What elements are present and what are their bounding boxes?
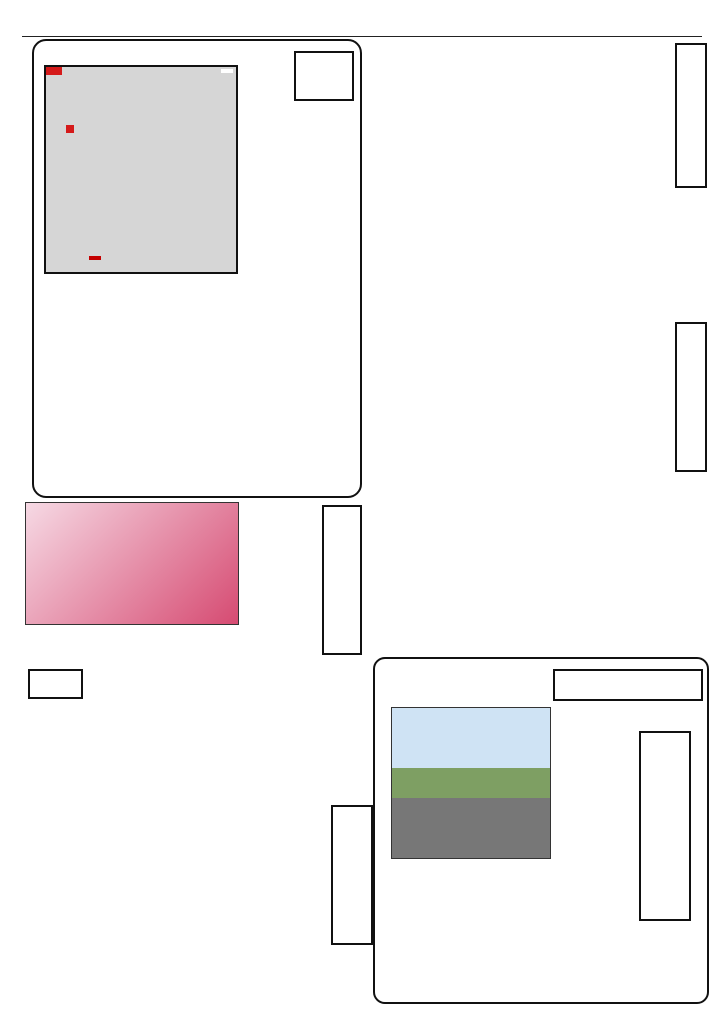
kirara-title — [322, 505, 362, 655]
masthead — [22, 6, 702, 37]
movie-title — [66, 125, 74, 133]
chorus-title — [675, 43, 707, 188]
cleaning-photo — [391, 707, 551, 859]
movie-panel — [32, 39, 362, 498]
machi-title — [553, 669, 703, 701]
movie-poster — [44, 65, 238, 274]
christmas-photo — [25, 502, 239, 625]
sakura-title — [331, 805, 373, 945]
movie-series-badge — [46, 67, 62, 75]
movie-description-placeholder — [254, 121, 344, 481]
machi-panel — [373, 657, 709, 1004]
movie-year — [89, 256, 101, 260]
afterword-title — [28, 669, 83, 699]
event-details — [42, 273, 242, 388]
year-end-cleaning-title — [639, 731, 691, 921]
movie-category — [221, 69, 233, 73]
movie-section-title — [294, 51, 354, 101]
tennis-title — [675, 322, 707, 472]
